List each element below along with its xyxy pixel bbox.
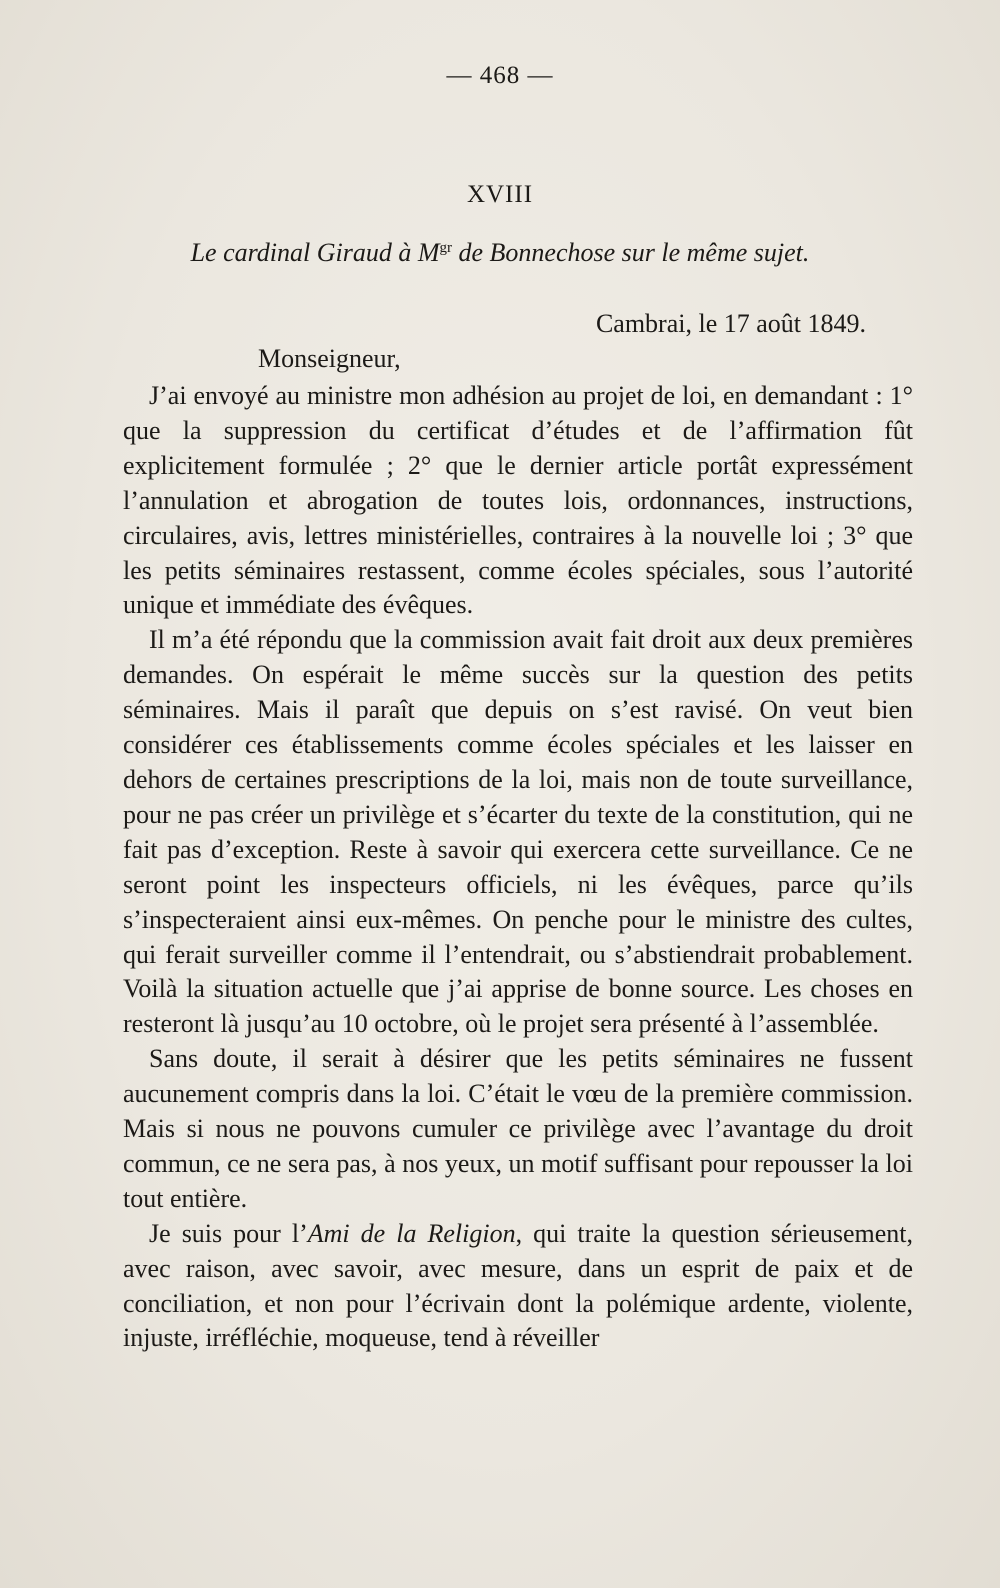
newspaper-title: Ami de la Religion [307,1218,516,1248]
letter-body [123,379,913,1356]
dateline: Cambrai, le 17 août 1849. [595,309,866,338]
letter-title-start: Le cardinal Giraud à M [190,238,440,267]
salutation: Monseigneur, [258,344,401,373]
paragraph-last-end: , qui traite la question sérieusement, avec raison, avec savoir, avec mesure, dans un esprit de paix et de conciliation, et non pour l’écrivain dont la polémique ardente, violente, injuste, irréfléchie, moqueuse, tend à réveiller [123,1218,913,1353]
paragraph-last-start: Je suis pour l’ [149,1218,308,1248]
paragraph-last [123,1217,913,1357]
paragraph: Sans doute, il serait à désirer que les petits séminaires ne fussent aucunement compris dans la loi. C’était le vœu de la première commission. Mais si nous ne pouvons cumuler ce privilège avec l’avantage du droit commun, ce ne sera pas, à nos yeux, un motif suffisant pour repousser la loi tout entière. [123,1044,913,1213]
letter-title-superscript: gr [439,240,452,256]
page-number: — 468 — [446,62,554,89]
paragraph: Il m’a été répondu que la commission avait fait droit aux deux premières demandes. On espérait le même succès sur la question des petits séminaires. Mais il paraît que depuis on s’est ravisé. On veut bien considérer ces établissements comme écoles spéciales et les laisser en dehors de certaines prescriptions de la loi, mais non de toute surveillance, pour ne pas créer un privilège et s’écarter du texte de la constitution, qui ne fait pas d’exception. Reste à savoir qui exercera cette surveillance. Ce ne seront point les inspecteurs officiels, ni les évêques, parce qu’ils s’inspecteraient ainsi eux-mêmes. On penche pour le ministre des cultes, qui ferait surveiller comme il l’entendrait, ou s’abstiendrait probablement. Voilà la situation actuelle que j’ai apprise de bonne source. Les choses en resteront là jusqu’au 10 octobre, où le projet sera présenté à l’assemblée. [123,625,913,1039]
letter-title-end: de Bonnechose sur le même sujet. [452,238,810,267]
letter-title [0,238,1000,268]
section-numeral: XVIII [466,181,534,208]
paragraph: J’ai envoyé au ministre mon adhésion au projet de loi, en demandant : 1° que la suppression du certificat d’études et de l’affirmation fût explicitement formulée ; 2° que le dernier article portât expressément l’annulation et abrogation de toutes lois, ordonnances, instructions, circulaires, avis, lettres ministérielles, contraires à la nouvelle loi ; 3° que les petits séminaires restassent, comme écoles spéciales, sous l’autorité unique et immédiate des évêques. [123,381,913,620]
